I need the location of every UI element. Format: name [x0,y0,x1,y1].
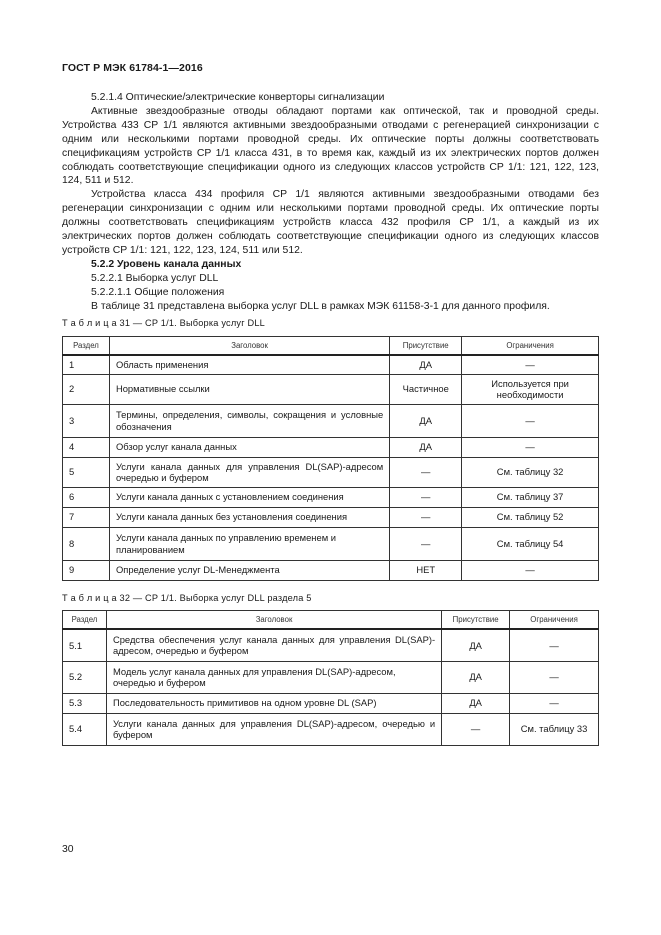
subsection-heading-5-2-1-4: 5.2.1.4 Оптические/электрические конверторы сигнализации [91,92,385,103]
table31-caption: Т а б л и ц а 31 — CP 1/1. Выборка услуг DLL [62,318,265,328]
table-row [63,355,599,374]
table-row [63,527,599,560]
cell-constraints: — [462,404,599,437]
cell-section: 9 [63,560,110,580]
cell-title: Услуги канала данных для управления DL(SAP)-адресом очередью и буфером [109,457,389,487]
cell-presence: ДА [390,437,462,457]
table-row [63,713,599,745]
cell-presence: ДА [390,404,462,437]
cell-section: 2 [63,374,110,404]
cell-title: Услуги канала данных с установлением соединения [109,487,389,507]
table-row [63,487,599,507]
cell-constraints: — [510,693,599,713]
paragraph-table31-intro: В таблице 31 представлена выборка услуг DLL в рамках МЭК 61158-3-1 для данного профиля. [91,300,550,312]
table31-header-row [63,337,599,356]
cell-presence: ДА [442,661,510,693]
table-row [63,661,599,693]
cell-constraints: См. таблицу 54 [462,527,599,560]
table32-header-row [63,611,599,630]
cell-title: Услуги канала данных без установления соединения [109,507,389,527]
table-row [63,693,599,713]
col-header-section: Раздел [63,611,107,630]
cell-section: 5.1 [63,629,107,661]
cell-section: 5.2 [63,661,107,693]
cell-presence: ДА [442,629,510,661]
col-header-presence: Присутствие [390,337,462,356]
cell-section: 5 [63,457,110,487]
cell-section: 5.4 [63,713,107,745]
cell-presence: — [390,457,462,487]
table-row [63,629,599,661]
table31 [62,336,599,581]
cell-title: Последовательность примитивов на одном уровне DL (SAP) [106,693,441,713]
cell-section: 6 [63,487,110,507]
paragraph-class-434: Устройства класса 434 профиля CP 1/1 являются активными звездообразными отводами без регенерации синхронизации с одним или несколькими портами проводной среды. Их оптические порты должны соответствовать спецификациям устройств класса 432 профиля CP 1/1, а каждый из их электрических портов должен соблюдать соответствующие спецификации одного из следующих классов устройств CP 1/1: 121, 122, 123, 124, 511 или 512. [62,189,599,256]
cell-presence: — [390,507,462,527]
body-text [62,91,599,314]
table32-caption: Т а б л и ц а 32 — CP 1/1. Выборка услуг DLL раздела 5 [62,593,312,603]
cell-section: 3 [63,404,110,437]
cell-section: 7 [63,507,110,527]
cell-presence: Частичное [390,374,462,404]
cell-constraints: — [462,437,599,457]
cell-presence: ДА [442,693,510,713]
cell-presence: — [442,713,510,745]
table-row [63,560,599,580]
cell-presence: — [390,527,462,560]
cell-constraints: Используется при необходимости [462,374,599,404]
paragraph-active-star-couplers: Активные звездообразные отводы обладают портами как оптической, так и проводной среды. Устройства 433 CP 1/1 являются активными звездообразными отводами с регенерацией синхронизации с одним или несколькими портами проводной среды. Их оптические порты должны соответствовать спецификациям устройств CP 1/1 класса 431, в то время как, каждый из их электрических портов должен соблюдать соответствующие спецификации одного из следующих классов устройств CP 1/1: 121, 122, 123, 124, 511 и 512. [62,105,599,187]
col-header-title: Заголовок [109,337,389,356]
cell-title: Средства обеспечения услуг канала данных для управления DL(SAP)-адресом, очередью и буфером [106,629,441,661]
cell-presence: НЕТ [390,560,462,580]
cell-section: 1 [63,355,110,374]
cell-constraints: — [462,560,599,580]
col-header-constraints: Ограничения [462,337,599,356]
cell-title: Нормативные ссылки [109,374,389,404]
subsection-heading-5-2-2-1: 5.2.2.1 Выборка услуг DLL [91,272,219,284]
cell-section: 5.3 [63,693,107,713]
cell-presence: — [390,487,462,507]
cell-title: Модель услуг канала данных для управления DL(SAP)-адресом, очередью и буфером [106,661,441,693]
cell-constraints: — [510,661,599,693]
page-number: 30 [62,844,74,855]
cell-constraints: — [510,629,599,661]
cell-title: Термины, определения, символы, сокращения и условные обозначения [109,404,389,437]
cell-constraints: См. таблицу 37 [462,487,599,507]
cell-title: Определение услуг DL-Менеджмента [109,560,389,580]
section-heading-5-2-2: 5.2.2 Уровень канала данных [91,258,242,270]
table-row [63,374,599,404]
cell-section: 8 [63,527,110,560]
table-row [63,457,599,487]
table-row [63,437,599,457]
table-row [63,507,599,527]
cell-title: Услуги канала данных по управлению временем и планированием [109,527,389,560]
cell-title: Услуги канала данных для управления DL(SAP)-адресом, очередью и буфером [106,713,441,745]
cell-title: Обзор услуг канала данных [109,437,389,457]
col-header-title: Заголовок [106,611,441,630]
table32 [62,610,599,746]
col-header-constraints: Ограничения [510,611,599,630]
cell-section: 4 [63,437,110,457]
cell-constraints: См. таблицу 52 [462,507,599,527]
document-header: ГОСТ Р МЭК 61784-1—2016 [62,62,203,74]
table-row [63,404,599,437]
col-header-section: Раздел [63,337,110,356]
cell-constraints: См. таблицу 32 [462,457,599,487]
cell-constraints: См. таблицу 33 [510,713,599,745]
cell-presence: ДА [390,355,462,374]
col-header-presence: Присутствие [442,611,510,630]
cell-constraints: — [462,355,599,374]
cell-title: Область применения [109,355,389,374]
subsection-heading-5-2-2-1-1: 5.2.2.1.1 Общие положения [91,286,225,298]
